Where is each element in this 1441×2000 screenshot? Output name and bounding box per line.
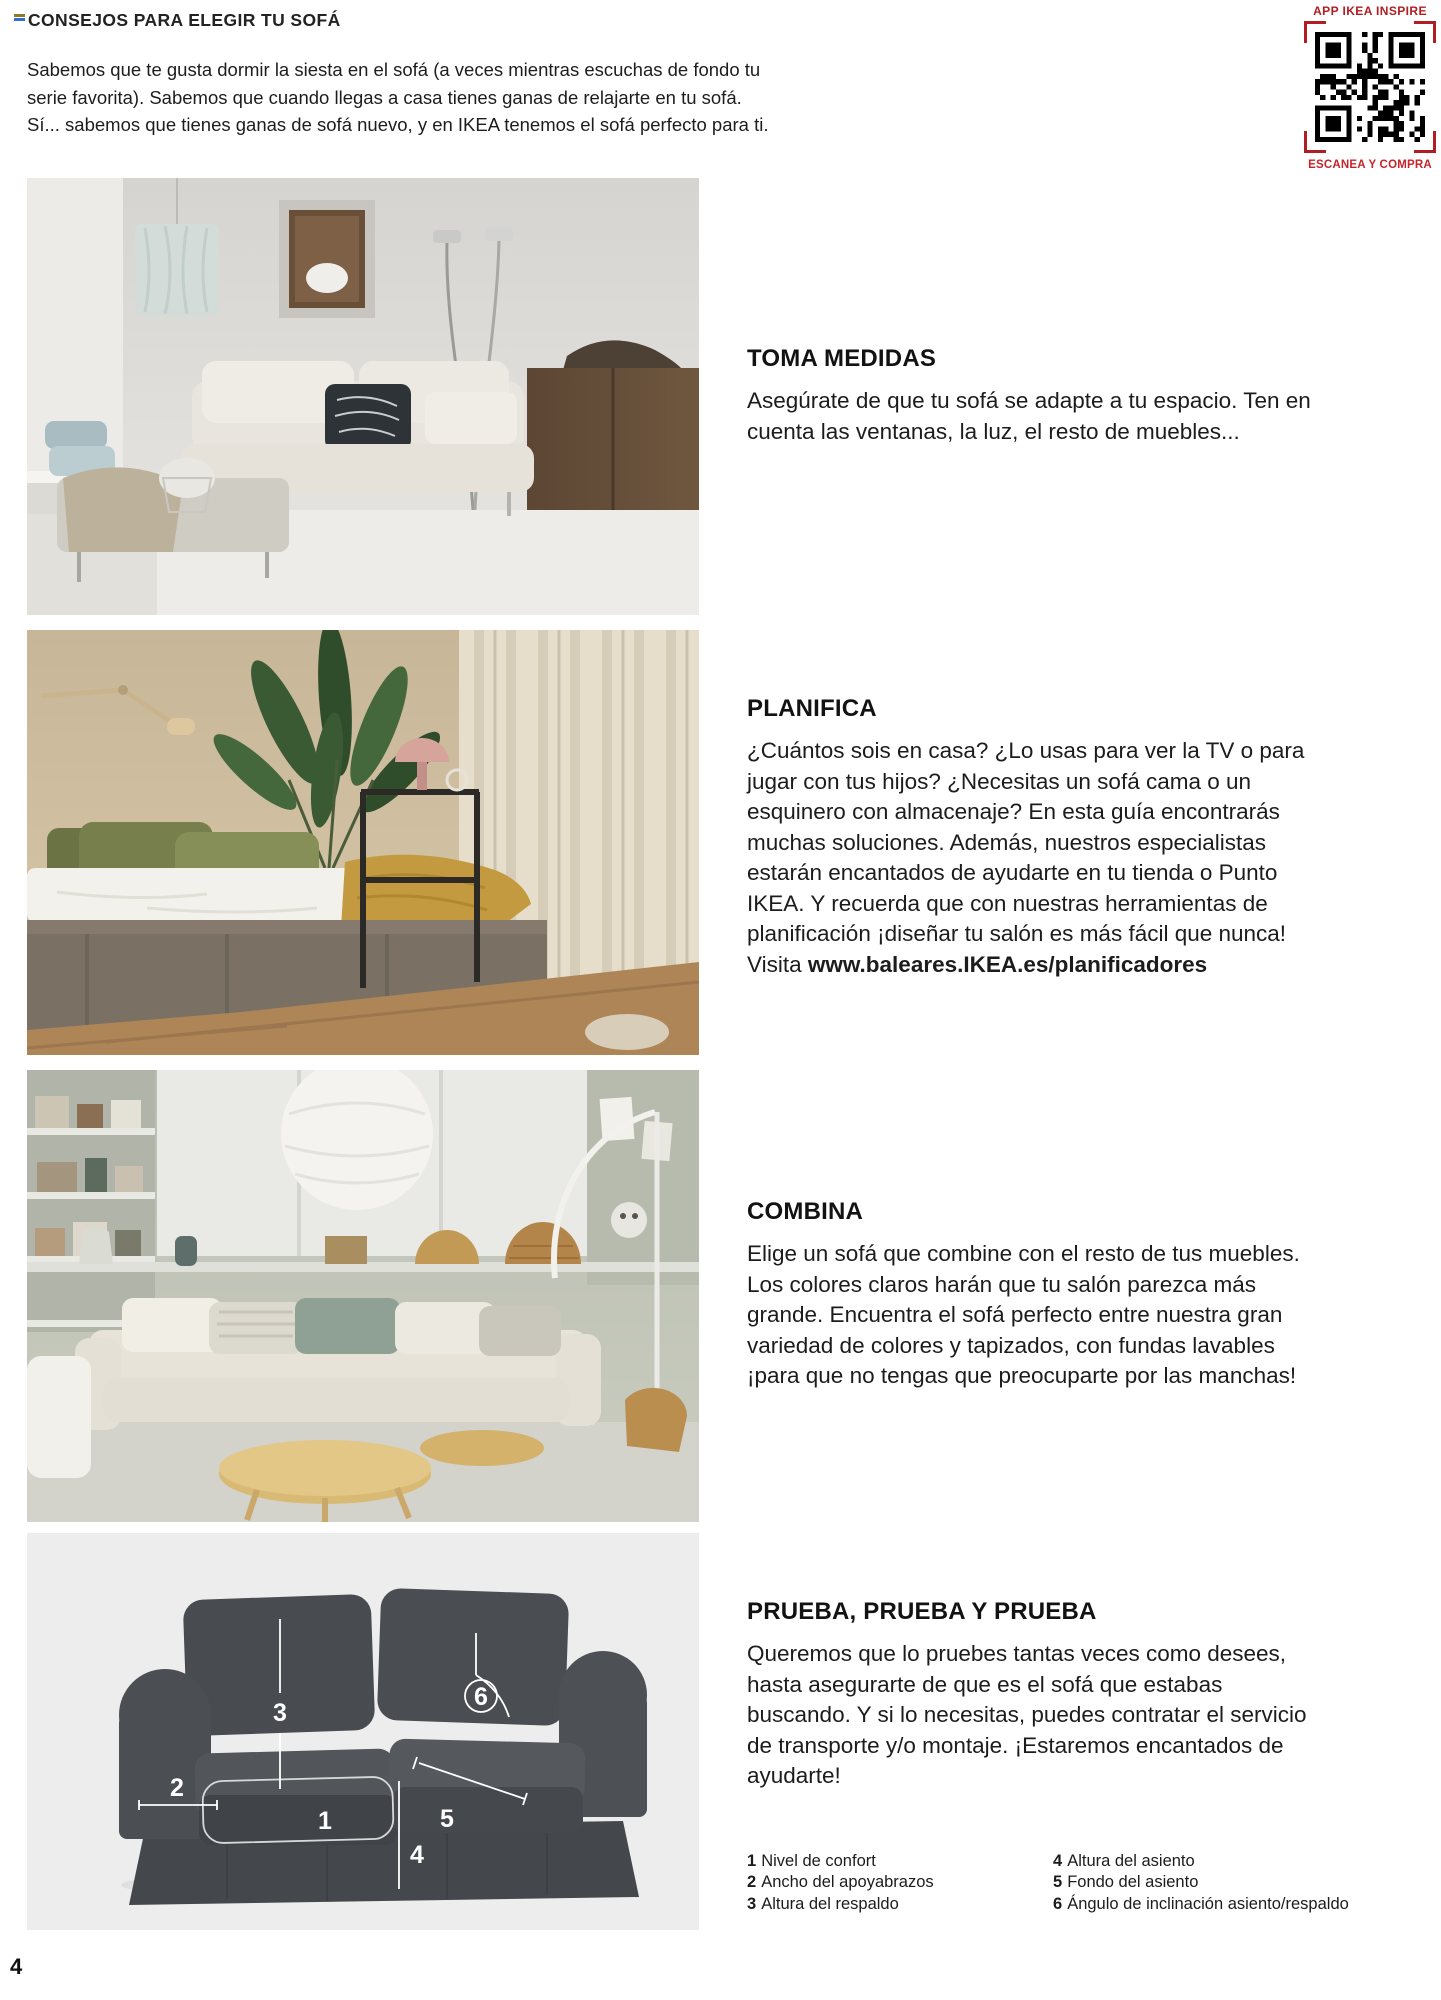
section-heading: COMBINA	[747, 1198, 864, 1225]
body-line	[747, 950, 1441, 981]
diagram-label-3: 3	[273, 1699, 287, 1727]
body-line: esquinero con almacenaje? En esta guía encontrarás	[747, 799, 1280, 824]
qr-top-label: APP IKEA INSPIRE	[1313, 4, 1427, 18]
photo-bedroom-sofabed	[27, 630, 699, 1055]
qr-block	[1300, 4, 1440, 171]
body-line: Los colores claros harán que tu salón parezca más	[747, 1271, 1257, 1297]
sofa-measurement-diagram	[27, 1533, 699, 1930]
body-line: planificación ¡diseñar tu salón es más fácil que nunca!	[747, 921, 1287, 946]
diagram-label-1: 1	[318, 1807, 332, 1835]
qr-bottom-label: ESCANEA Y COMPRA	[1308, 159, 1432, 171]
section-heading: TOMA MEDIDAS	[747, 345, 937, 372]
diagram-label-2: 2	[170, 1774, 184, 1802]
legend-item: 5 Fondo del asiento	[1053, 1873, 1199, 1891]
body-line: ayudarte!	[747, 1763, 841, 1788]
legend-item: 4 Altura del asiento	[1053, 1851, 1195, 1870]
legend-item: 6 Ángulo de inclinación asiento/respaldo	[1053, 1894, 1349, 1913]
body-line: Queremos que lo pruebes tantas veces como desees,	[747, 1641, 1287, 1666]
photo-sofa-diagram	[27, 1533, 699, 1930]
intro-line: Sabemos que te gusta dormir la siesta en el sofá (a veces mientras escuchas de fondo tu	[27, 59, 761, 80]
page-title: CONSEJOS PARA ELEGIR TU SOFÁ	[28, 10, 341, 30]
living-room-photo	[27, 178, 699, 615]
body-line: Asegúrate de que tu sofá se adapte a tu espacio. Ten en	[747, 388, 1311, 413]
body-line: muchas soluciones. Además, nuestros especialistas	[747, 829, 1267, 855]
intro-line: serie favorita). Sabemos que cuando llegas a casa tienes ganas de relajarte en tu sofá.	[27, 86, 742, 108]
photo-living-room-measure	[27, 178, 699, 615]
photo-living-room-combine	[27, 1070, 699, 1522]
section-heading: PLANIFICA	[747, 695, 877, 722]
body-line: hasta asegurarte de que es el sofá que estabas	[747, 1671, 1223, 1697]
measurement-legend	[747, 1851, 1441, 1916]
bedroom-photo	[27, 630, 699, 1055]
link-prefix: Visita	[747, 951, 808, 977]
body-line: estarán encantados de ayudarte en tu tienda o Punto	[747, 860, 1278, 885]
body-line: grande. Encuentra el sofá perfecto entre nuestra gran	[747, 1302, 1283, 1327]
body-line: jugar con tus hijos? ¿Necesitas un sofá cama o un	[747, 768, 1252, 794]
qr-frame	[1304, 21, 1436, 153]
page-number: 4	[10, 1954, 23, 1979]
diagram-label-4: 4	[410, 1841, 424, 1869]
qr-code-image	[1315, 32, 1425, 142]
body-line: ¿Cuántos sois en casa? ¿Lo usas para ver la TV o para	[747, 738, 1305, 763]
intro-paragraph	[27, 56, 768, 139]
diagram-label-5: 5	[440, 1805, 454, 1833]
body-line: IKEA. Y recuerda que con nuestras herramientas de	[747, 890, 1268, 916]
section-toma-medidas	[747, 345, 1441, 447]
intro-line: Sí... sabemos que tienes ganas de sofá nuevo, y en IKEA tenemos el sofá perfecto para ti.	[27, 114, 769, 135]
legend-item: 1 Nivel de confort	[747, 1851, 876, 1870]
body-line: ¡para que no tengas que preocuparte por las manchas!	[747, 1363, 1297, 1388]
diagram-label-6: 6	[474, 1683, 488, 1711]
body-line: Elige un sofá que combine con el resto de tus muebles.	[747, 1241, 1300, 1266]
section-prueba	[747, 1598, 1441, 1915]
legend-item: 2 Ancho del apoyabrazos	[747, 1873, 934, 1891]
combined-room-photo	[27, 1070, 699, 1522]
section-planifica	[747, 695, 1441, 980]
legend-item: 3 Altura del respaldo	[747, 1894, 899, 1913]
body-line: buscando. Y si lo necesitas, puedes contratar el servicio	[747, 1702, 1307, 1727]
legend-column-1	[747, 1851, 1053, 1916]
planners-link[interactable]: www.baleares.IKEA.es/planificadores	[807, 951, 1208, 977]
body-line: variedad de colores y tapizados, con fundas lavables	[747, 1332, 1275, 1358]
legend-column-2	[1053, 1851, 1441, 1916]
body-line: de transporte y/o montaje. ¡Estaremos encantados de	[747, 1732, 1284, 1758]
list-marker-icon	[14, 14, 25, 21]
body-line: cuenta las ventanas, la luz, el resto de muebles...	[747, 418, 1240, 444]
section-combina	[747, 1198, 1441, 1392]
page-header	[14, 10, 341, 31]
section-heading: PRUEBA, PRUEBA Y PRUEBA	[747, 1598, 1097, 1625]
